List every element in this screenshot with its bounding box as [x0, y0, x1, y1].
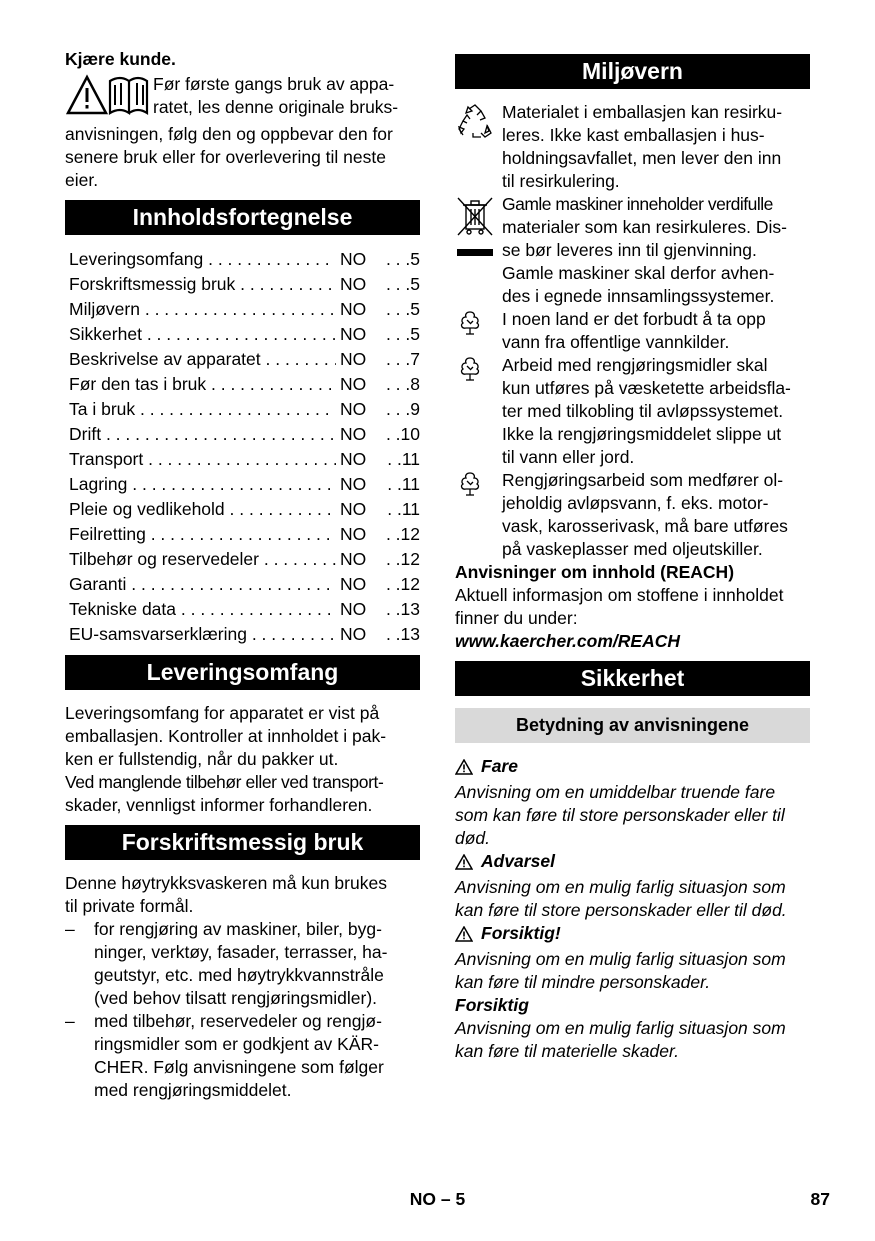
notice-label	[455, 755, 810, 781]
notice-line: kan føre til materielle skader.	[455, 1041, 680, 1061]
toc-row	[69, 522, 420, 547]
intro-line: Før første gangs bruk av appa-	[153, 74, 395, 94]
delivery-line: emballasjen. Kontroller at innholdet i pak-	[65, 726, 387, 746]
toc-label: Leveringsomfang . . .	[69, 247, 336, 272]
notice-label-text: Forsiktig!	[481, 923, 561, 943]
toc-row	[69, 572, 420, 597]
environment-line: Rengjøringsarbeid som medfører ol-	[502, 470, 784, 490]
notice-label	[455, 994, 810, 1017]
list-item-line: – med tilbehør, reservedeler og rengjø-	[94, 1011, 382, 1031]
environment-line: des i egnede innsamlingssystemer.	[502, 286, 775, 306]
environment-section	[455, 101, 810, 561]
toc-page: . . .5	[385, 299, 420, 319]
toc-page: . .13	[385, 599, 420, 619]
environment-item	[455, 469, 810, 561]
toc-label: Forskriftsmessig bruk . . .	[69, 272, 336, 297]
list-item-line: ringsmidler som er godkjent av KÄR-	[94, 1034, 379, 1054]
toc-row	[69, 272, 420, 297]
toc-page: . .11	[387, 449, 420, 469]
intended-use-heading: Forskriftsmessig bruk	[65, 825, 420, 860]
toc-row	[69, 497, 420, 522]
tree-icon	[458, 310, 482, 342]
environment-line: Gamle maskiner inneholder verdifulle	[502, 194, 773, 214]
toc-lang: NO	[340, 249, 367, 269]
toc-row	[69, 347, 420, 372]
environment-item	[455, 354, 810, 469]
environment-line: holdningsavfallet, men lever den inn	[502, 148, 782, 168]
toc-lang: NO	[340, 324, 367, 344]
tree-icon-wrap	[455, 308, 502, 354]
environment-line: Gamle maskiner skal derfor avhen-	[502, 263, 775, 283]
warning-manual-icon	[65, 73, 149, 117]
environment-item	[455, 193, 810, 308]
toc-page: . . .5	[385, 274, 420, 294]
toc-label: Feilretting . . .	[69, 522, 336, 547]
intro-icons	[65, 73, 153, 123]
notice-label-text: Forsiktig	[455, 995, 529, 1015]
environment-heading: Miljøvern	[455, 54, 810, 89]
reach-line: finner du under:	[455, 608, 578, 628]
toc-page: . .12	[385, 574, 420, 594]
environment-line: til resirkulering.	[502, 171, 620, 191]
toc-page: . .12	[385, 524, 420, 544]
notice-line: død.	[455, 828, 491, 848]
toc-row	[69, 597, 420, 622]
list-item-line: med rengjøringsmiddelet.	[94, 1080, 292, 1100]
delivery-line: skader, vennligst informer forhandleren.	[65, 795, 373, 815]
intro-line: anvisningen, følg den og oppbevar den for	[65, 124, 393, 144]
toc-lang: NO	[340, 424, 367, 444]
toc-row	[69, 297, 420, 322]
toc-lang: NO	[340, 474, 367, 494]
warning-icon	[455, 758, 473, 781]
recycle-icon	[455, 103, 495, 149]
toc-page: . . .5	[385, 324, 420, 344]
list-item-line: – for rengjøring av maskiner, biler, byg-	[94, 919, 382, 939]
environment-item	[455, 101, 810, 193]
tree-icon-wrap	[455, 354, 502, 469]
toc-page: . . .9	[385, 399, 420, 419]
notice-label-text: Fare	[481, 756, 518, 776]
intro-line: eier.	[65, 170, 99, 190]
page-number: 87	[810, 1189, 830, 1209]
delivery-line: ken er fullstendig, når du pakker ut.	[65, 749, 339, 769]
list-item-line: (ved behov tilsatt rengjøringsmidler).	[94, 988, 378, 1008]
environment-line: Arbeid med rengjøringsmidler skal	[502, 355, 768, 375]
toc-lang: NO	[340, 274, 367, 294]
toc-page: . . .8	[385, 374, 420, 394]
notice-line: Anvisning om en mulig farlig situasjon som	[455, 1018, 786, 1038]
toc-lang: NO	[340, 624, 367, 644]
toc-lang: NO	[340, 374, 367, 394]
notices-section	[455, 755, 810, 1063]
environment-line: vask, karosserivask, må bare utføres	[502, 516, 788, 536]
environment-text	[502, 193, 810, 308]
environment-line: Materialet i emballasjen kan resirku-	[502, 102, 783, 122]
tree-icon-wrap	[455, 469, 502, 561]
toc-lang: NO	[340, 399, 367, 419]
list-item	[65, 918, 420, 1010]
toc-page: . .11	[387, 499, 420, 519]
crossed-bin-icon-wrap	[455, 193, 502, 308]
notice-label	[455, 850, 810, 876]
toc-label: Beskrivelse av apparatet . . .	[69, 347, 336, 372]
list-item-line: CHER. Følg anvisningene som følger	[94, 1057, 384, 1077]
toc-row	[69, 547, 420, 572]
toc-row	[69, 422, 420, 447]
delivery-heading: Leveringsomfang	[65, 655, 420, 690]
list-item	[65, 1010, 420, 1102]
toc-label: Ta i bruk . . .	[69, 397, 336, 422]
toc-lang: NO	[340, 449, 367, 469]
toc-label: Tilbehør og reservedeler . . .	[69, 547, 336, 572]
environment-line: ter med tilkobling til avløpssystemet.	[502, 401, 784, 421]
toc-label: Sikkerhet . . .	[69, 322, 336, 347]
toc-page: . .12	[385, 549, 420, 569]
environment-line: til vann eller jord.	[502, 447, 635, 467]
toc-label: Miljøvern . . .	[69, 297, 336, 322]
notice-line: Anvisning om en mulig farlig situasjon som	[455, 877, 786, 897]
toc-row	[69, 397, 420, 422]
crossed-bin-icon	[455, 195, 495, 265]
left-column	[65, 48, 420, 1102]
toc-page: . .13	[385, 624, 420, 644]
toc-label: EU-samsvarserklæring . . .	[69, 622, 336, 647]
toc-label: Transport . . .	[69, 447, 336, 472]
toc-heading: Innholdsfortegnelse	[65, 200, 420, 235]
footer-section-label: NO – 5	[409, 1189, 466, 1209]
notice-label-text: Advarsel	[481, 851, 555, 871]
intro-line: senere bruk eller for overlevering til neste	[65, 147, 386, 167]
notice-line: Anvisning om en mulig farlig situasjon som	[455, 949, 786, 969]
delivery-line: Ved manglende tilbehør eller ved transport-	[65, 772, 384, 792]
right-column	[455, 48, 810, 1063]
tree-icon	[458, 471, 482, 503]
environment-line: kun utføres på væsketette arbeidsfla-	[502, 378, 791, 398]
environment-line: vann fra offentlige vannkilder.	[502, 332, 730, 352]
toc-label: Pleie og vedlikehold . . .	[69, 497, 336, 522]
use-intro-line: Denne høytrykksvaskeren må kun brukes	[65, 873, 387, 893]
warning-icon	[455, 925, 473, 948]
environment-line: materialer som kan resirkuleres. Dis-	[502, 217, 787, 237]
toc-row	[69, 322, 420, 347]
toc-lang: NO	[340, 524, 367, 544]
environment-item	[455, 308, 810, 354]
notice-line: kan føre til mindre personskader.	[455, 972, 711, 992]
toc-row	[69, 247, 420, 272]
toc-label: Før den tas i bruk . . .	[69, 372, 336, 397]
environment-line: på vaskeplasser med oljeutskiller.	[502, 539, 763, 559]
toc-row	[69, 622, 420, 647]
toc-page: . . .7	[385, 349, 420, 369]
environment-text	[502, 308, 810, 354]
reach-heading: Anvisninger om innhold (REACH)	[455, 562, 735, 582]
notice-line: kan føre til store personskader eller til død.	[455, 900, 787, 920]
use-intro-line: til private formål.	[65, 896, 194, 916]
environment-line: Ikke la rengjøringsmiddelet slippe ut	[502, 424, 782, 444]
safety-heading: Sikkerhet	[455, 661, 810, 696]
toc-label: Garanti . . .	[69, 572, 336, 597]
warning-icon	[455, 853, 473, 876]
greeting: Kjære kunde.	[65, 49, 176, 69]
toc-label: Tekniske data . . .	[69, 597, 336, 622]
environment-line: jeholdig avløpsvann, f. eks. motor-	[502, 493, 769, 513]
environment-text	[502, 469, 810, 561]
notice-line: Anvisning om en umiddelbar truende fare	[455, 782, 776, 802]
environment-text	[502, 101, 810, 193]
reach-line: Aktuell informasjon om stoffene i innholdet	[455, 585, 784, 605]
toc-label: Lagring . . .	[69, 472, 336, 497]
tree-icon	[458, 356, 482, 388]
notice-label	[455, 922, 810, 948]
toc-label: Drift . . .	[69, 422, 336, 447]
recycle-icon-wrap	[455, 101, 502, 193]
toc-row	[69, 447, 420, 472]
intro-line: ratet, les denne originale bruks-	[153, 97, 399, 117]
notice-meaning-heading: Betydning av anvisningene	[455, 708, 810, 743]
toc-lang: NO	[340, 349, 367, 369]
toc-lang: NO	[340, 549, 367, 569]
environment-line: se bør leveres inn til gjenvinning.	[502, 240, 757, 260]
toc-lang: NO	[340, 499, 367, 519]
list-item-line: ninger, verktøy, fasader, terrasser, ha-	[94, 942, 388, 962]
environment-line: leres. Ikke kast emballasjen i hus-	[502, 125, 765, 145]
delivery-line: Leveringsomfang for apparatet er vist på	[65, 703, 380, 723]
toc-lang: NO	[340, 299, 367, 319]
toc-page: . .11	[387, 474, 420, 494]
table-of-contents	[69, 247, 420, 647]
list-item-line: geutstyr, etc. med høytrykkvannstråle	[94, 965, 384, 985]
notice-line: som kan føre til store personskader eller til	[455, 805, 785, 825]
intro-with-icons	[65, 73, 420, 123]
toc-lang: NO	[340, 574, 367, 594]
toc-row	[69, 372, 420, 397]
environment-text	[502, 354, 810, 469]
toc-lang: NO	[340, 599, 367, 619]
environment-line: I noen land er det forbudt å ta opp	[502, 309, 766, 329]
toc-row	[69, 472, 420, 497]
toc-page: . .10	[385, 424, 420, 444]
toc-page: . . .5	[385, 249, 420, 269]
reach-link[interactable]: www.kaercher.com/REACH	[455, 631, 680, 651]
